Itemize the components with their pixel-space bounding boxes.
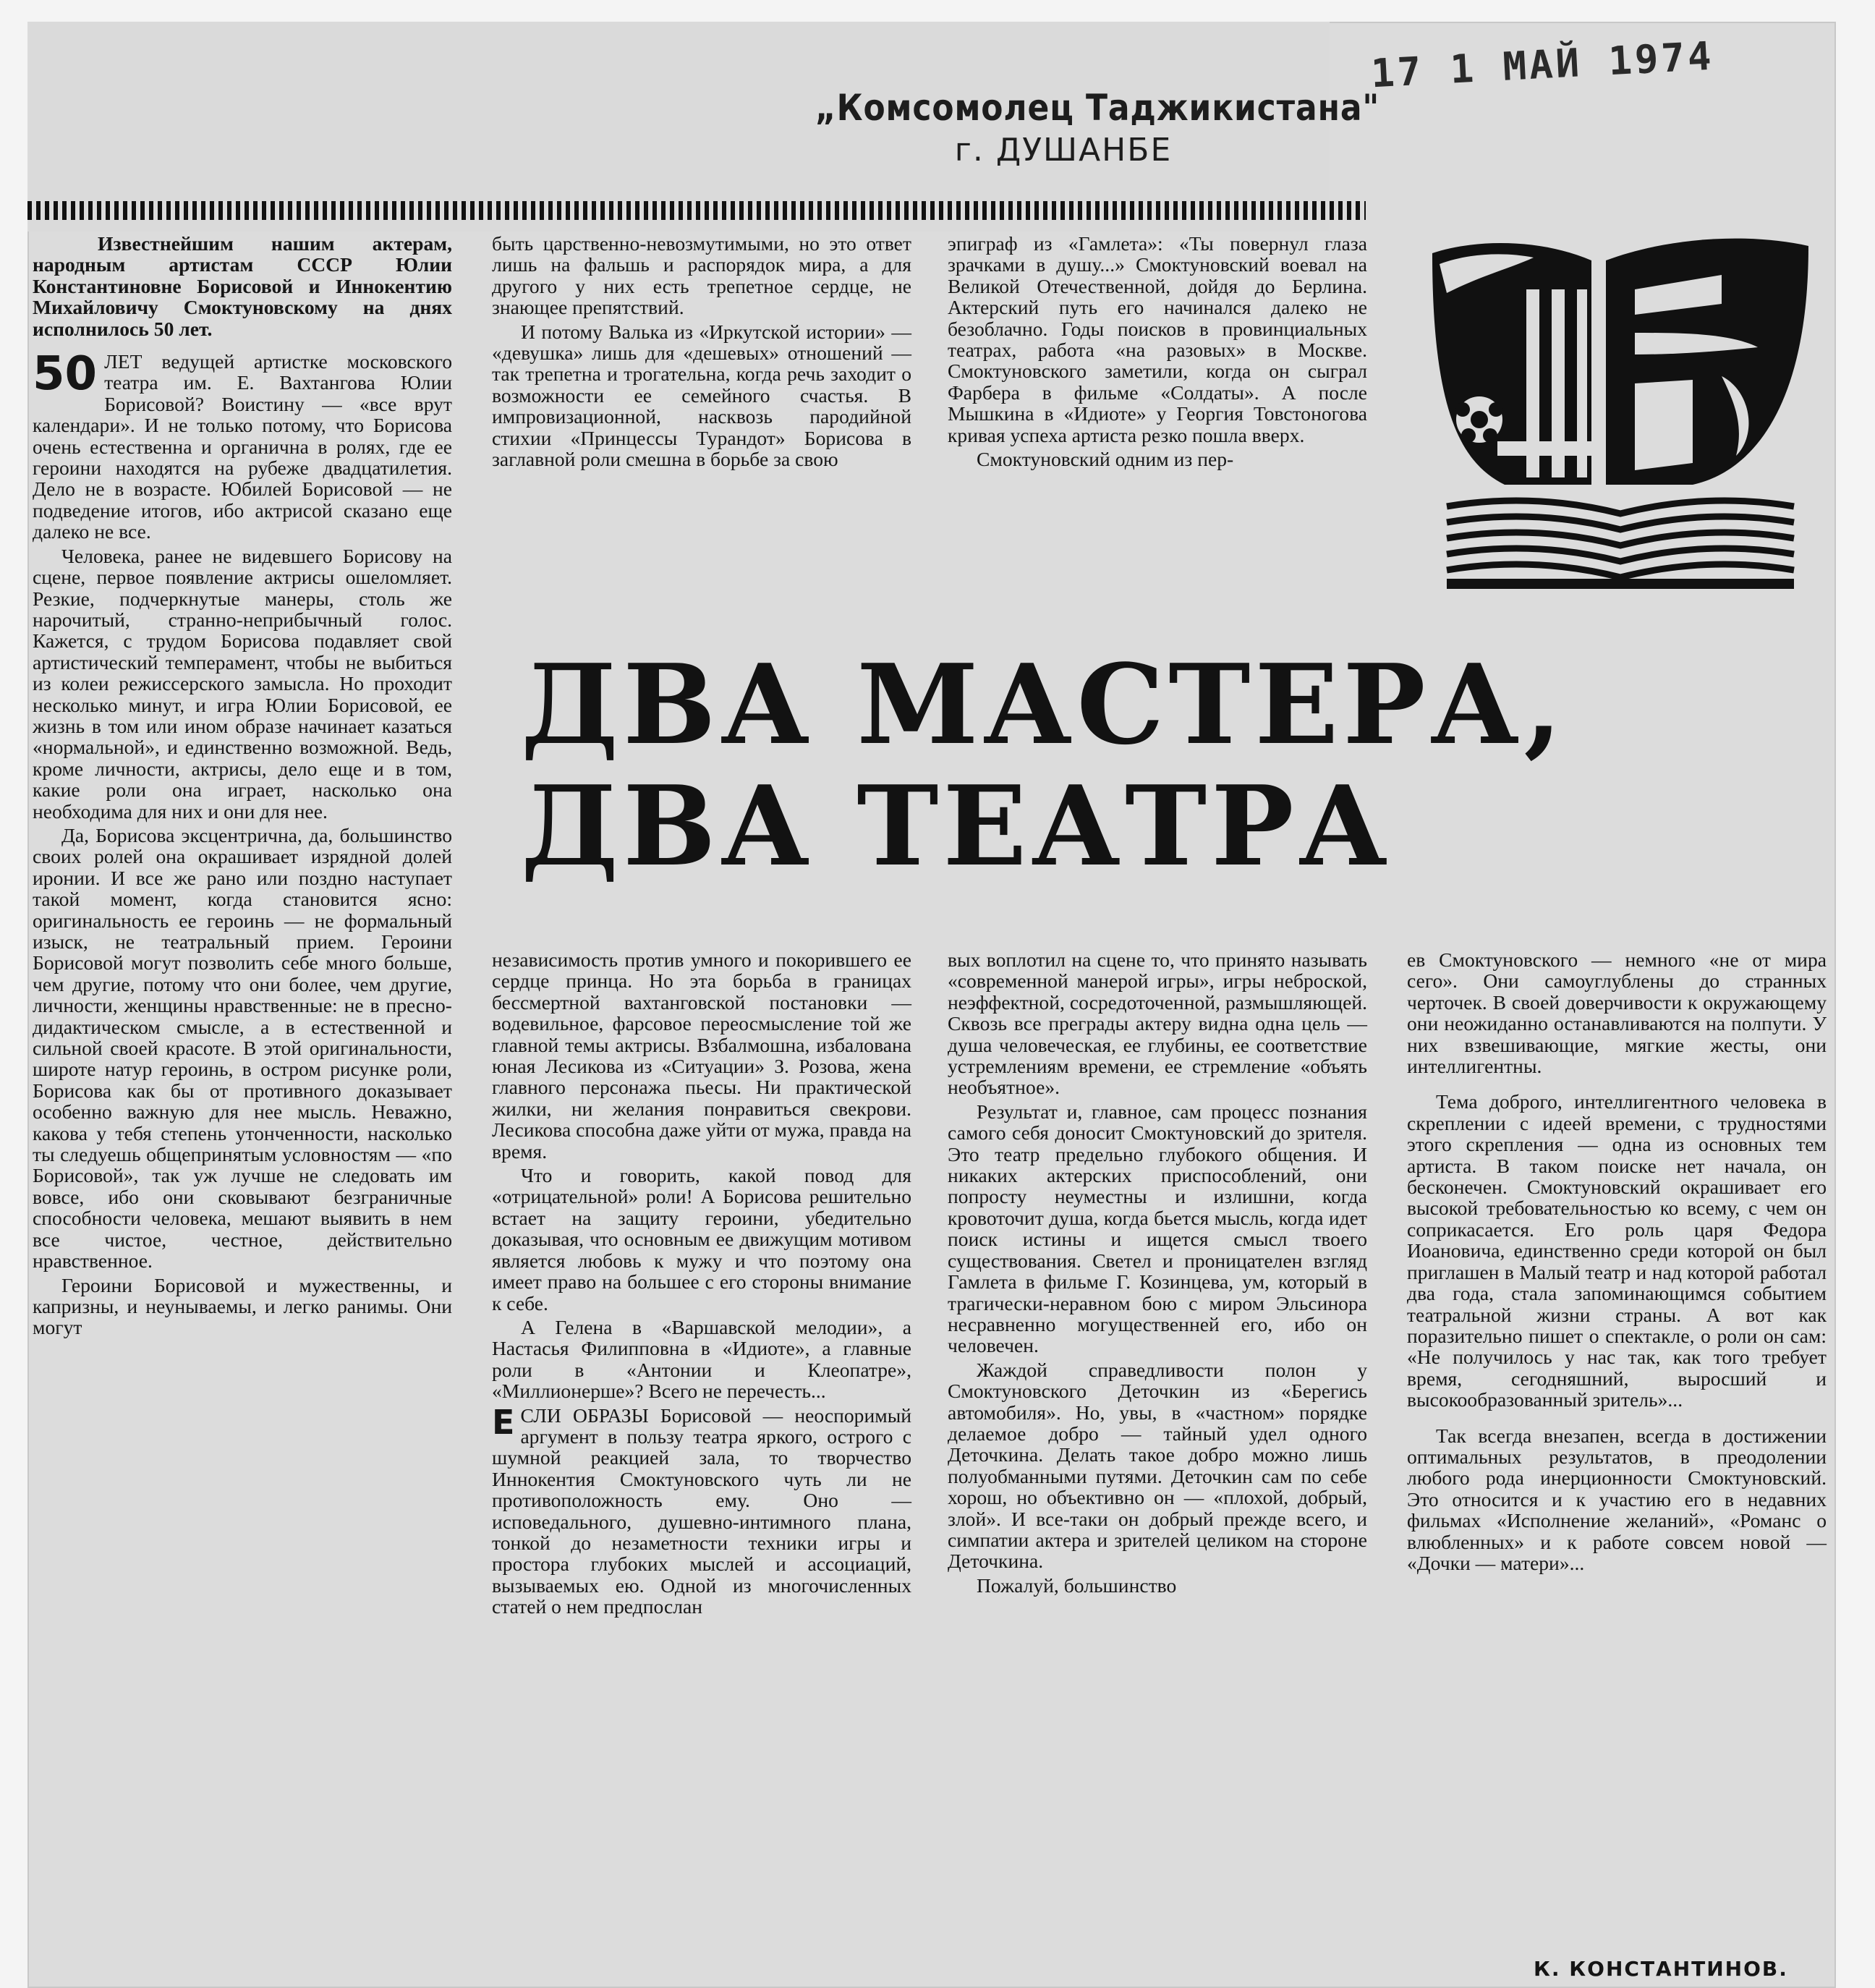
column-2-top (492, 233, 911, 472)
paragraph-text: СЛИ ОБРАЗЫ Борисовой — неоспоримый аргумент в пользу театра яркого, острого с шумной реакцией зала, то творчество Иннокентия Смоктуновского чуть ли не противоположность ему. Оно — исповедального, душевно-интимного плана, тонкой до незаметности техники игры и простора глубоких мыслей и ассоциаций, вызываемых ею. Одной из многочисленных статей о нем предпослан (492, 1403, 911, 1618)
newspaper-name: „Комсомолец Таджикистана" (815, 87, 1380, 129)
newspaper-stamp (781, 87, 1380, 169)
drop-cap: Е (492, 1402, 515, 1442)
date-stamp: 17 1 МАЙ 1974 (1369, 33, 1715, 97)
article-paragraph: Результат и, главное, сам процесс познания самого себя доносит Смоктуновский до зрителя. Это театр предельно глубокого общения. И никаких актерских приспособлений, они попросту неуместны и излишни, когда кровоточит душа, когда бьется мысль, когда идет поиск истины и ищется смысл твоего существования. Светел и проницателен взгляд Гамлета в фильме Г. Козинцева, ум, который в трагически-неравном бою с миром Эльсинора несравненно могущественней его, ибо он человечен. (948, 1100, 1367, 1357)
headline-line-1: ДВА МАСТЕРА, (521, 640, 1567, 769)
article-paragraph: Человека, ранее не видевшего Борисову на сцене, первое появление актрисы ошеломляет. Резкие, подчеркнутые манеры, столь же нарочитый, странно-неприбычный голос. Кажется, с трудом Борисова подавляет свой артистический темперамент, чтобы не выбиться из колеи режиссерского замысла. Но проходит несколько минут, и игра Юлии Борисовой, ее жизнь в том или ином образе начинает казаться «нормальной», и единственно возможной. Ведь, кроме личности, актрисы, дело еще и в том, какие роли она играет, насколько она необходима для них и они для нее. (33, 544, 452, 823)
column-2-bottom (492, 949, 911, 1620)
article-paragraph: Смоктуновский одним из пер- (977, 448, 1234, 471)
article-paragraph: Пожалуй, большинство (977, 1573, 1177, 1597)
article-paragraph: Жаждой справедливости полон у Смоктуновского Деточкин из «Берегись автомобиля». Но, увы, в «частном» порядке делаемое добро — тайный удел одного Деточкина. Делать такое добро можно лишь полуобманными путями. Деточкин сам по себе хорош, но объективно он — «плохой, добрый, злой». И все-таки он добрый прежде всего, и симпатии актера и зрителей целиком на стороне Деточкина. (948, 1358, 1367, 1573)
article-paragraph: вых воплотил на сцене то, что принято называть «современной манерой игры», игры неброской, неэффектной, сосредоточенной, размышляющей. Сквозь все преграды актеру видна одна цель — душа человеческая, ее глубины, ее соответствие устремлениям времени, ее стремление «объять необъятное». (948, 948, 1367, 1099)
article-paragraph: Так всегда внезапен, всегда в достижении оптимальных результатов, в преодолении любого рода инерционности Смоктуновский. Это относится и к участию его в недавних фильмах «Исполнение желаний», «Романс о влюбленных» и к работе совсем новой — «Дочки — матери»... (1407, 1424, 1827, 1574)
article-paragraph (492, 1402, 911, 1618)
newspaper-city: г. ДУШАНБЕ (954, 132, 1173, 169)
article-paragraph: эпиграф из «Гамлета»: «Ты повернул глаза зрачками в душу...» Смоктуновский воевал на Великой Отечественной, дойдя до Берлина. Актерский путь его начинался далеко не безоблачно. Годы поисков в провинциальных театрах, работа «на разовых» в Москве. Смоктуновского заметили, когда он сыграл Фарбера в фильме «Солдаты». А после Мышкина в «Идиоте» у Георгия Товстоногова кривая успеха артиста резко пошла вверх. (948, 232, 1367, 446)
article-paragraph: А Гелена в «Варшавской мелодии», а Настасья Филипповна в «Идиоте», а главные роли в «Антонии и Клеопатре», «Миллионерше»? Всего не перечесть... (492, 1315, 911, 1403)
article-paragraph: Героини Борисовой и мужественны, и капризны, и неунываемы, и легко ранимы. Они могут (33, 1273, 452, 1339)
article-paragraph: ев Смоктуновского — немного «не от мира сего». Они самоуглублены до странных черточек. В своей доверчивости к окружающему они неожиданно останавливаются на полпути. У них взвешивающие, мягкие жесты, они интеллигентны. (1407, 948, 1827, 1078)
rule-divider (27, 201, 1366, 220)
article-paragraph: независимость против умного и покорившего ее сердце принца. Но эта борьба в границах бессмертной вахтанговской постановки — водевильное, фарсовое переосмысление той же главной темы актрисы. Взбалмошна, избалована юная Лесикова из «Ситуации» З. Розова, жена главного персонажа пьесы. Ни практической жилки, ни желания понравиться свекрови. Лесикова способна даже уйти от мужа, правда на время. (492, 948, 911, 1163)
byline: К. КОНСТАНТИНОВ. (1534, 1957, 1788, 1981)
article-paragraph: Что и говорить, какой повод для «отрицательной» роли! А Борисова решительно встает на защиту героини, убедительно доказывая, что основным ее движущим мотивом является любовь к мужу и что поэтому она имеет право на большее с его стороны внимание к себе. (492, 1164, 911, 1314)
article-paragraph: И потому Валька из «Иркутской истории» — «девушка» лишь для «дешевых» отношений — так трепетна и трогательна, когда речь заходит о возможности ее семейного счастья. В импровизационной, насквозь пародийной стихии «Принцессы Турандот» Борисова в заглавной роли смешна в борьбе за свою (492, 320, 911, 471)
article-paragraph: Да, Борисова эксцентрична, да, большинство своих ролей она окрашивает изрядной долей иронии. И все же рано или поздно наступает такой момент, когда становится ясно: оригинальность ее героинь — не формальный изыск, не театральный прием. Героини Борисовой могут позволить себе много больше, чем другие, потому что они более, чем другие, личности, женщины нравственные: не в пресно-дидактическом смысле, а в естественной и сильной своей красоте. В этой оригинальности, широте натур героинь, в остром рисунке роли, Борисова как бы от противного доказывает особенно важную для нее мысль. Неважно, какова у тебя степень утонченности, насколько ты следуешь общепринятым условностям — «по Борисовой», так уж лучше не следовать им вовсе, ибо они сковывают безграничные способности человека, мешают выявить в нем все чистое, честное, действительно нравственное. (33, 823, 452, 1273)
article-paragraph: Тема доброго, интеллигентного человека в скреплении с идеей времени, с трудностями этого скрепления — одна из основных тем артиста. В таком поиске нет начала, он бесконечен. Смоктуновский окрашивает его высокой требовательностью ко всему, с чем он соприкасается. Его роль царя Федора Иоановича, единственно среди которой он был приглашен в Малый театр и над которой работал два года, стала запоминающимся событием театральной жизни страны. А вот как поразительно пишет о спектакле, о роли он сам: «Не получилось у нас так, как того требует время, сегодняшний, выросший и высокообразованный зритель»... (1407, 1090, 1827, 1411)
article-paragraph: быть царственно-невозмутимыми, но это ответ лишь на фальшь и распорядок мира, а для другого у них есть трепетное сердце, не знающее препятствий. (492, 232, 911, 319)
headline-line-2: ДВА ТЕАТРА (521, 761, 1393, 891)
article-lead: Известнейшим нашим актерам, народным артистам СССР Юлии Константиновне Борисовой и Иннокентию Михайловичу Смоктуновскому на днях исполнилось 50 лет. (33, 232, 452, 340)
column-3-bottom (948, 949, 1367, 1599)
article-paragraph (33, 347, 452, 543)
theatre-masks-book-logo (1418, 224, 1823, 600)
column-1 (33, 233, 452, 1341)
paragraph-text: ЛЕТ ведущей артистке московского театра им. Е. Вахтангова Юлии Борисовой? Воистину — «все врут календари». И не только потому, что Борисова очень естественна и органична в ролях, где ее героини находятся на рубеже двадцатилетия. Дело не в возрасте. Юбилей Борисовой — не подведение итогов, ибо актрисой сказано еще далеко не все. (33, 350, 452, 543)
headline (521, 640, 1567, 891)
drop-cap: 50 (33, 347, 98, 402)
column-4 (1407, 949, 1827, 1576)
column-3-top (948, 233, 1367, 472)
